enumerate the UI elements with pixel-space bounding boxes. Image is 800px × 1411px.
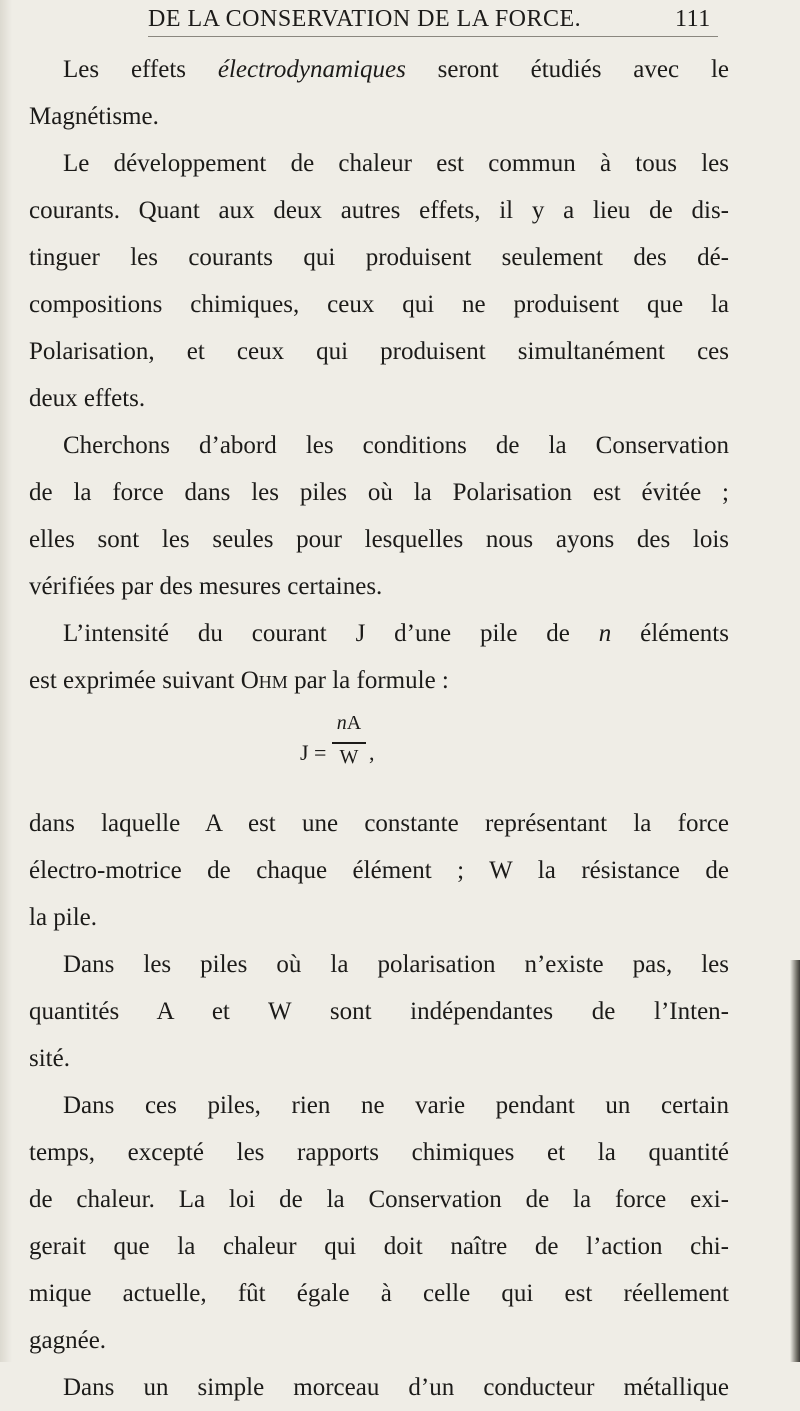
- text-line: électro-motrice de chaque élément ; W la résistance de: [29, 857, 729, 884]
- text-line: Magnétisme.: [29, 103, 159, 130]
- scan-shadow-right: [790, 960, 800, 1362]
- text-line: Le développement de chaleur est commun à tous les: [63, 150, 729, 177]
- text-line: est exprimée suivant Ohm par la formule :: [29, 667, 449, 694]
- text-line: vérifiées par des mesures certaines.: [29, 573, 383, 600]
- text-line: Cherchons d’abord les conditions de la Conservation: [63, 432, 729, 459]
- text-line: courants. Quant aux deux autres effets, il y a lieu de dis-: [29, 197, 729, 224]
- small-caps-name: Ohm: [240, 667, 288, 694]
- text-line: dans laquelle A est une constante représentant la force: [29, 810, 729, 837]
- italic-variable: n: [598, 620, 612, 647]
- text-line: elles sont les seules pour lesquelles nous ayons des lois: [29, 526, 729, 553]
- text-line: Les effets électrodynamiques seront étudiés avec le: [63, 56, 729, 83]
- text-line: Dans ces piles, rien ne varie pendant un certain: [63, 1092, 729, 1119]
- text-line: gerait que la chaleur qui doit naître de l’action chi-: [29, 1233, 729, 1260]
- formula-lhs: J =: [300, 740, 327, 765]
- text-line: quantités A et W sont indépendantes de l’Inten-: [29, 998, 729, 1025]
- text-line: gagnée.: [29, 1327, 107, 1354]
- text-line: L’intensité du courant J d’une pile de n éléments: [63, 620, 729, 647]
- formula-denominator: W: [339, 746, 359, 768]
- formula-numerator: nA: [336, 712, 362, 734]
- text-line: compositions chimiques, ceux qui ne produisent que la: [29, 291, 729, 318]
- text-line: de chaleur. La loi de la Conservation de la force exi-: [29, 1186, 729, 1213]
- text-line: de la force dans les piles où la Polarisation est évitée ;: [29, 479, 729, 506]
- text-line: la pile.: [29, 904, 98, 931]
- running-head: [0, 6, 800, 36]
- running-title: DE LA CONSERVATION DE LA FORCE.: [148, 6, 582, 32]
- formula-comma: ,: [369, 740, 375, 765]
- text-line: mique actuelle, fût égale à celle qui est réellement: [29, 1280, 729, 1307]
- fraction-bar: [332, 742, 366, 744]
- scan-shadow-left: [0, 0, 12, 1362]
- ohm-formula: [29, 704, 729, 800]
- text-line: tinguer les courants qui produisent seulement des dé-: [29, 244, 729, 271]
- text-line: temps, excepté les rapports chimiques et la quantité: [29, 1139, 729, 1166]
- page-number: 111: [675, 6, 711, 32]
- text-line: sité.: [29, 1045, 70, 1072]
- text-line: Dans un simple morceau d’un conducteur métallique: [63, 1374, 729, 1401]
- text-line: deux effets.: [29, 385, 146, 412]
- text-line: Dans les piles où la polarisation n’existe pas, les: [63, 951, 729, 978]
- header-rule: [148, 36, 718, 37]
- body-text: [29, 46, 729, 1411]
- italic-term: électrodynamiques: [217, 56, 406, 83]
- text-line: Polarisation, et ceux qui produisent simultanément ces: [29, 338, 729, 365]
